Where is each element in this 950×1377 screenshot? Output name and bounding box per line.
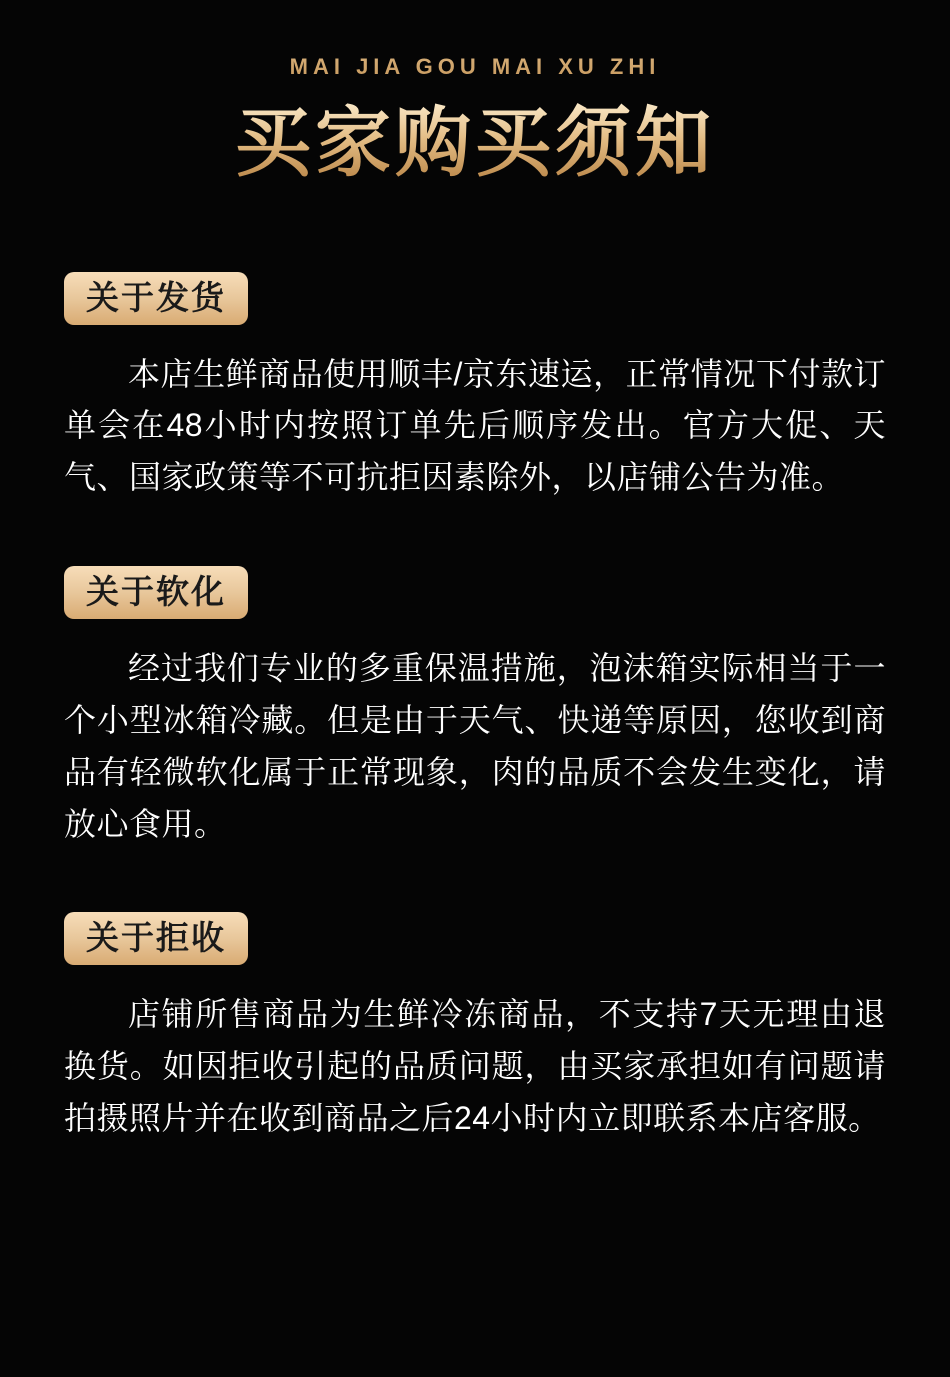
- page-title: 买家购买须知: [64, 102, 886, 186]
- section-text-shipping: 本店生鲜商品使用顺丰/京东速运，正常情况下付款订单会在48小时内按照订单先后顺序发出。官方大促、天气、国家政策等不可抗拒因素除外，以店铺公告为准。: [64, 355, 886, 496]
- section-text-rejection: 店铺所售商品为生鲜冷冻商品，不支持7天无理由退换货。如因拒收引起的品质问题，由买家承担如有问题请拍摄照片并在收到商品之后24小时内立即联系本店客服。: [64, 996, 886, 1137]
- section-text-softening: 经过我们专业的多重保温措施，泡沫箱实际相当于一个小型冰箱冷藏。但是由于天气、快递等原因，您收到商品有轻微软化属于正常现象，肉的品质不会发生变化，请放心食用。: [64, 650, 886, 842]
- section-softening: [64, 566, 886, 850]
- section-shipping: [64, 272, 886, 504]
- section-tag-softening: 关于软化: [64, 566, 248, 619]
- section-tag-rejection: 关于拒收: [64, 912, 248, 965]
- pinyin-subtitle: MAI JIA GOU MAI XU ZHI: [64, 0, 886, 80]
- section-tag-shipping: 关于发货: [64, 272, 248, 325]
- section-rejection: [64, 912, 886, 1144]
